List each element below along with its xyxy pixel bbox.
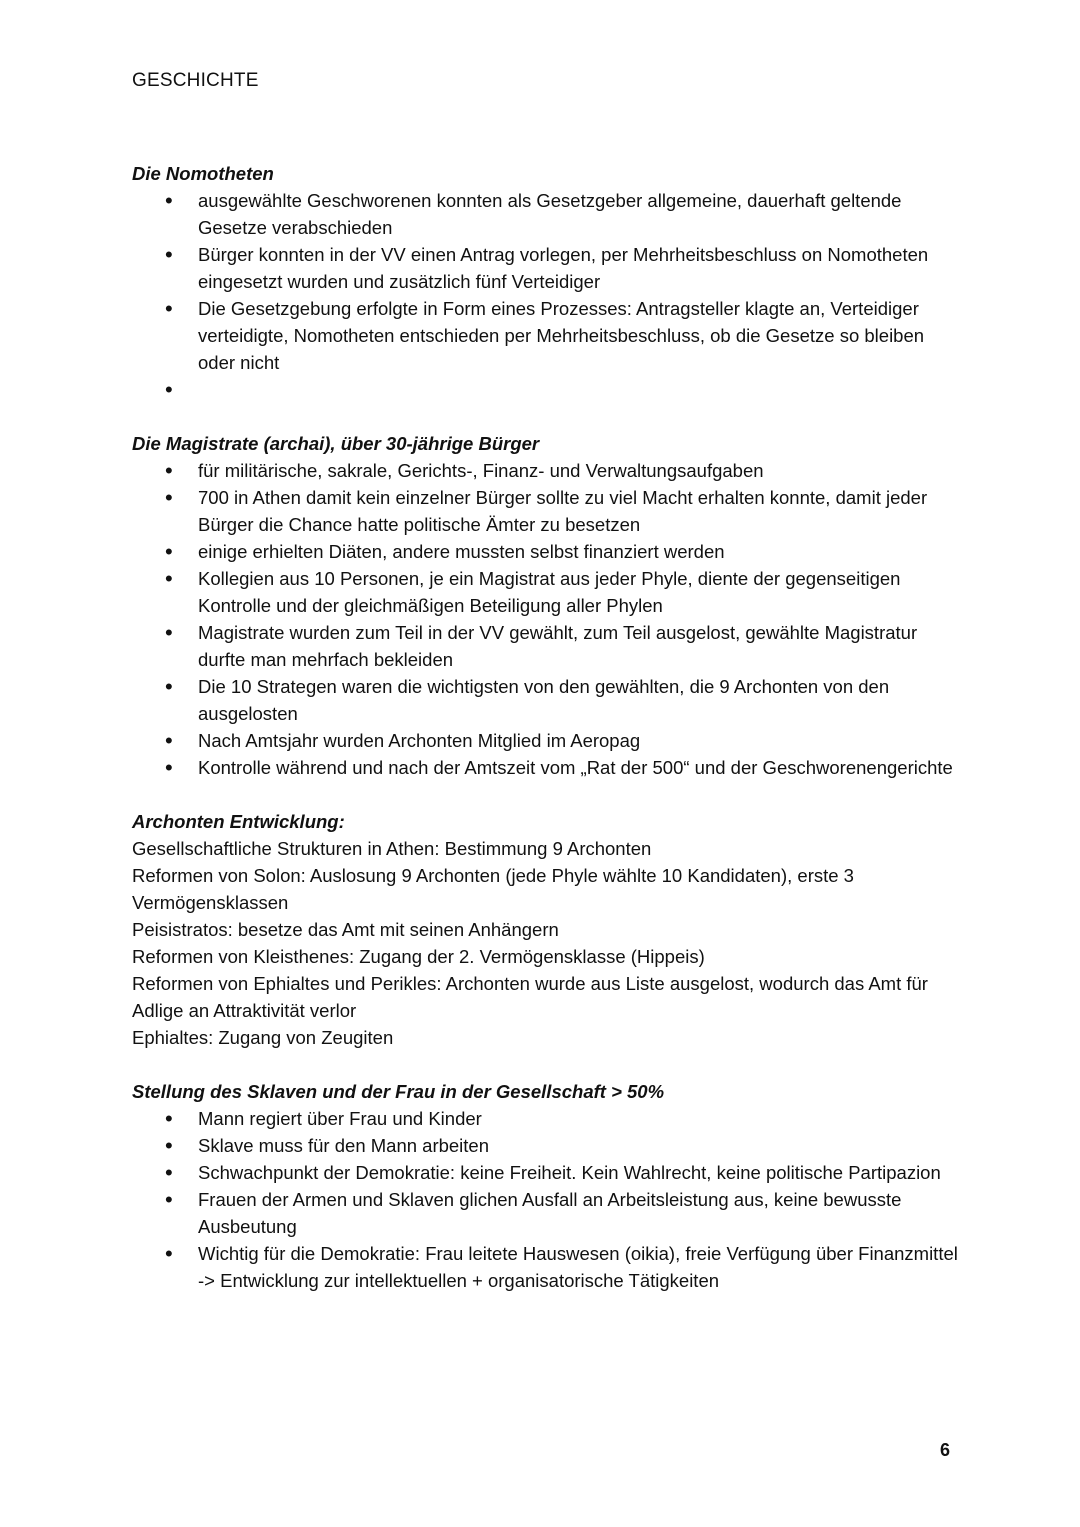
- document-body: [132, 160, 962, 1321]
- section-title: Die Magistrate (archai), über 30-jährige Bürger: [132, 433, 540, 454]
- list-item: • Kontrolle während und nach der Amtszeit vom „Rat der 500“ und der Geschworenengerichte: [132, 754, 962, 781]
- text-line: Ephialtes: Zugang von Zeugiten: [132, 1027, 394, 1048]
- list-item: • Die 10 Strategen waren die wichtigsten von den gewählten, die 9 Archonten von den ausgelosten: [132, 673, 962, 727]
- text-line: Reformen von Solon: Auslosung 9 Archonten (jede Phyle wählte 10 Kandidaten), erste 3 Vermögensklassen: [132, 865, 854, 913]
- page-header: GESCHICHTE: [132, 70, 259, 91]
- list-item-empty: [132, 376, 962, 403]
- section-magistrate: [132, 430, 962, 781]
- text-line: Gesellschaftliche Strukturen in Athen: Bestimmung 9 Archonten: [132, 838, 652, 859]
- list-item: • 700 in Athen damit kein einzelner Bürger sollte zu viel Macht erhalten konnte, damit jeder Bürger die Chance hatte politische Ämter zu besetzen: [132, 484, 962, 538]
- list-item: • Mann regiert über Frau und Kinder: [132, 1105, 962, 1132]
- text-line: Reformen von Ephialtes und Perikles: Archonten wurde aus Liste ausgelost, wodurch das Amt für Adlige an Attraktivität verlor: [132, 973, 928, 1021]
- section-archonten-entwicklung: [132, 808, 962, 1051]
- bullet-list: [132, 457, 962, 781]
- list-item: • Frauen der Armen und Sklaven glichen Ausfall an Arbeitsleistung aus, keine bewusste Ausbeutung: [132, 1186, 962, 1240]
- list-item: • einige erhielten Diäten, andere mussten selbst finanziert werden: [132, 538, 962, 565]
- list-item: • Magistrate wurden zum Teil in der VV gewählt, zum Teil ausgelost, gewählte Magistratur durfte man mehrfach bekleiden: [132, 619, 962, 673]
- page-number: 6: [940, 1440, 951, 1460]
- list-item: • Nach Amtsjahr wurden Archonten Mitglied im Aeropag: [132, 727, 962, 754]
- section-title: Die Nomotheten: [132, 163, 274, 184]
- text-line: Reformen von Kleisthenes: Zugang der 2. Vermögensklasse (Hippeis): [132, 946, 705, 967]
- list-item: • ausgewählte Geschworenen konnten als Gesetzgeber allgemeine, dauerhaft geltende Gesetze verabschieden: [132, 187, 962, 241]
- bullet-list: [132, 187, 962, 403]
- bullet-list: [132, 1105, 962, 1294]
- section-title: Archonten Entwicklung:: [132, 811, 345, 832]
- list-item: • Wichtig für die Demokratie: Frau leitete Hauswesen (oikia), freie Verfügung über Finanzmittel -> Entwicklung zur intellektuellen + organisatorische Tätigkeiten: [132, 1240, 962, 1294]
- list-item: • Schwachpunkt der Demokratie: keine Freiheit. Kein Wahlrecht, keine politische Partipazion: [132, 1159, 962, 1186]
- list-item: • Bürger konnten in der VV einen Antrag vorlegen, per Mehrheitsbeschluss on Nomotheten eingesetzt wurden und zusätzlich fünf Verteidiger: [132, 241, 962, 295]
- list-item: • Kollegien aus 10 Personen, je ein Magistrat aus jeder Phyle, diente der gegenseitigen Kontrolle und der gleichmäßigen Beteiligung aller Phylen: [132, 565, 962, 619]
- list-item: • Die Gesetzgebung erfolgte in Form eines Prozesses: Antragsteller klagte an, Verteidiger verteidigte, Nomotheten entschieden per Mehrheitsbeschluss, ob die Gesetze so bleiben oder nicht: [132, 295, 962, 376]
- section-stellung-sklaven-frau: [132, 1078, 962, 1294]
- text-line: Peisistratos: besetze das Amt mit seinen Anhängern: [132, 919, 559, 940]
- section-nomotheten: [132, 160, 962, 403]
- list-item: • Sklave muss für den Mann arbeiten: [132, 1132, 962, 1159]
- section-title: Stellung des Sklaven und der Frau in der Gesellschaft > 50%: [132, 1081, 665, 1102]
- list-item: • für militärische, sakrale, Gerichts-, Finanz- und Verwaltungsaufgaben: [132, 457, 962, 484]
